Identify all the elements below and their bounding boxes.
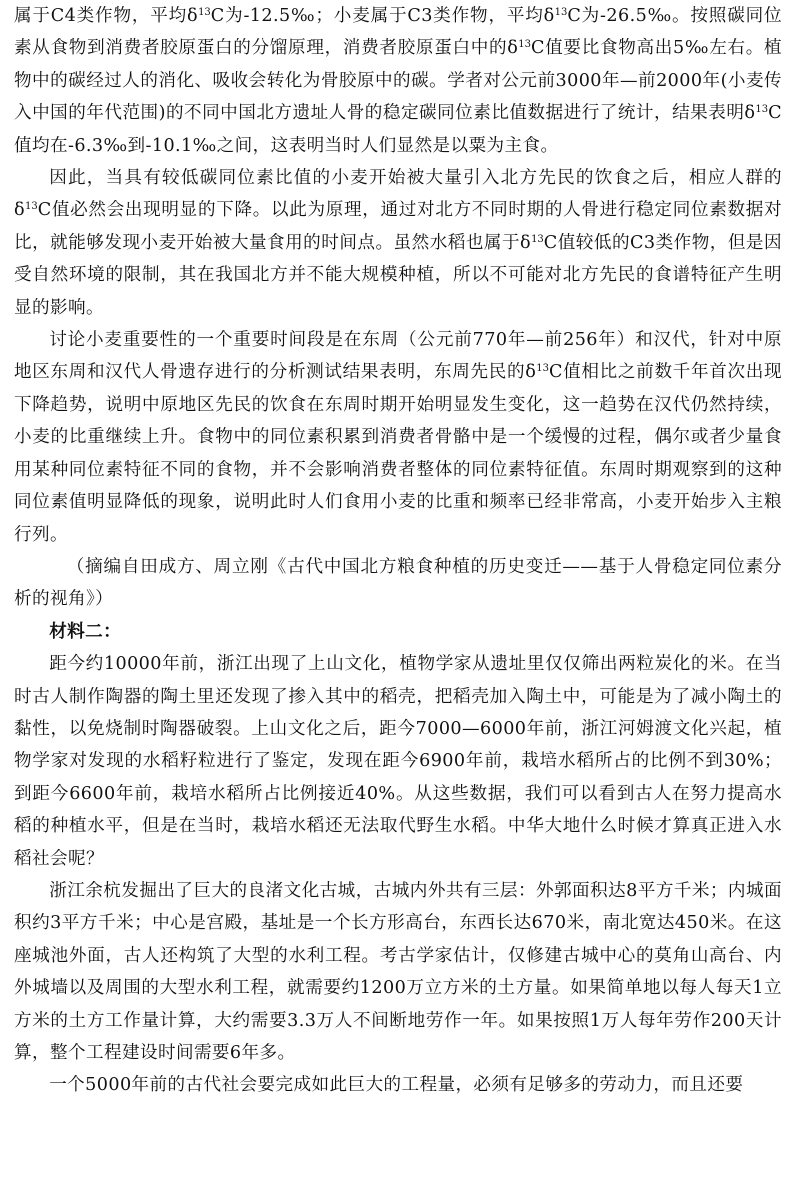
text-run: 属于C4类作物，平均δ: [14, 6, 199, 26]
superscript-13: 13: [518, 39, 532, 51]
material1-paragraph-2: [14, 162, 782, 324]
material2-heading: 材料二：: [49, 620, 122, 642]
superscript-13: 13: [536, 363, 550, 375]
superscript-13: 13: [554, 7, 568, 18]
superscript-13: 13: [755, 104, 769, 116]
text-run: C值较低的C3类作物，但是因受自然环境的限制，其在我国北方并不能大规模种植，所以不可能对北方先民的食谱特征产生明显的影响。: [14, 232, 783, 318]
superscript-13: 13: [25, 201, 38, 213]
text-run: 因此，当具有较低碳同位素比值的小麦开始被大量引入北方先民的饮食之后，相应人群的δ: [14, 168, 782, 221]
material2-paragraph-3: 一个5000年前的古代社会要完成如此巨大的工程量，必须有足够多的劳动力，而且还要: [49, 1075, 744, 1096]
text-run: C为-12.5‰；小麦属于C3类作物，平均δ: [210, 6, 555, 26]
text-run: C值要比食物高出5‰左右。植物中的碳经过人的消化、吸收会转化为骨胶原中的碳。学者对公元前3000年—前2000年(小麦传入中国的年代范围)的不同中国北方遗址人骨的稳定碳同位素比值数据进行了统计，结果表明δ: [14, 38, 782, 124]
material2-paragraph-1: 距今约10000年前，浙江出现了上山文化，植物学家从遗址里仅仅筛出两粒炭化的米。在当时古人制作陶器的陶土里还发现了掺入其中的稻壳，把稻壳加入陶土中，可能是为了减小陶土的黏性，以免烧制时陶器破裂。上山文化之后，距今7000—6000年前，浙江河姆渡文化兴起，植物学家对发现的水稻籽粒进行了鉴定，发现在距今6900年前，栽培水稻所占的比例不到30%；到距今6600年前，栽培水稻所占比例接近40%。从这些数据，我们可以看到古人在努力提高水稻的种植水平，但是在当时，栽培水稻还无法取代野生水稻。中华大地什么时候才算真正进入水稻社会呢？: [14, 654, 782, 869]
superscript-13: 13: [531, 233, 544, 245]
text-run: C值相比之前数千年首次出现下降趋势，说明中原地区先民的饮食在东周时期开始明显发生变化，这一趋势在汉代仍然持续，小麦的比重继续上升。食物中的同位素积累到消费者骨骼中是一个缓慢的过程，偶尔或者少量食用某种同位素特征不同的食物，并不会影响消费者整体的同位素特征值。东周时期观察到的这种同位素值明显降低的现象，说明此时人们食用小麦的比重和频率已经非常高，小麦开始步入主粮行列。: [14, 362, 782, 545]
text-run: C值必然会出现明显的下降。以此为原理，通过对北方不同时期的人骨进行稳定同位素数据对比，就能够发现小麦开始被大量食用的时间点。虽然水稻也属于δ: [14, 200, 782, 253]
text-run: C值均在-6.3‰到-10.1‰之间，这表明当时人们显然是以粟为主食。: [14, 103, 782, 156]
text-run: 讨论小麦重要性的一个重要时间段是在东周（公元前770年—前256年）和汉代，针对中原地区东周和汉代人骨遗存进行的分析测试结果表明，东周先民的δ: [14, 330, 782, 383]
text-run: C为-26.5‰。按照碳同位素从食物到消费者胶原蛋白的分馏原理，消费者胶原蛋白中的δ: [14, 6, 782, 59]
source-citation: （摘编自田成方、周立刚《古代中国北方粮食种植的历史变迁——基于人骨稳定同位素分析的视角》）: [14, 556, 782, 610]
material2-paragraph-2: 浙江余杭发掘出了巨大的良渚文化古城，古城内外共有三层：外郭面积达8平方千米；内城面积约3平方千米；中心是宫殿，基址是一个长方形高台，东西长达670米，南北宽达450米。在这座城池外面，古人还构筑了大型的水利工程。考古学家估计，仅修建古城中心的莫角山高台、内外城墙以及周围的大型水利工程，就需要约1200万立方米的土方量。如果简单地以每人每天1立方米的土方工作量计算，大约需要3.3万人不间断地劳作一年。如果按照1万人每年劳作200天计算，整个工程建设时间需要6年多。: [14, 880, 782, 1063]
superscript-13: 13: [198, 7, 211, 18]
material1-paragraph-3: [14, 324, 782, 551]
material1-paragraph-1: [14, 0, 782, 162]
